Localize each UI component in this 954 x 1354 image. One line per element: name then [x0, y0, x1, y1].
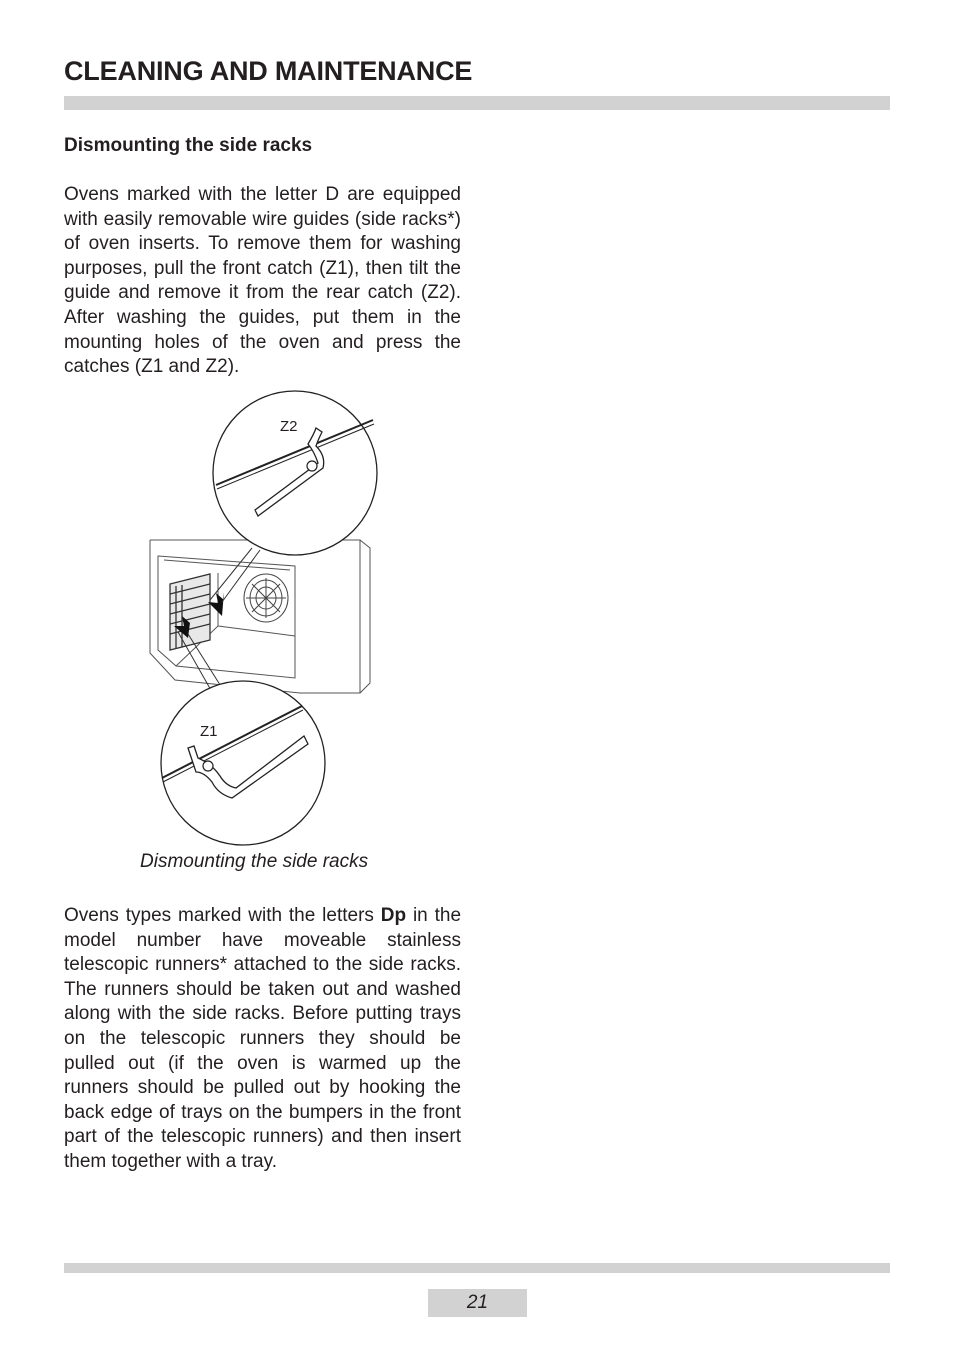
paragraph-text-after: in the model number have moveable stainless telescopic runners* attached to the side racks. The runners should be taken out and washed along with the side racks. Before putting trays on the telescopic runners they should be pulled out (if the oven is warmed up the runners should be pulled out by hooking the back edge of trays on the bumpers in the front part of the telescopic runners) and then insert them together with a tray. [64, 905, 462, 1172]
label-z2: Z2 [280, 418, 298, 435]
fan-icon [244, 574, 288, 622]
section-heading: Dismounting the side racks [64, 135, 313, 156]
header-rule [64, 96, 890, 110]
label-z1: Z1 [200, 723, 218, 740]
page-title: CLEANING AND MAINTENANCE [64, 56, 473, 86]
paragraph-telescopic-runners [64, 904, 461, 1175]
page-number: 21 [428, 1289, 527, 1317]
magnifier-z2 [213, 391, 377, 555]
side-racks-figure [140, 388, 390, 848]
figure-caption: Dismounting the side racks [140, 851, 369, 872]
model-code-dp: Dp [380, 905, 407, 926]
paragraph-side-racks: Ovens marked with the letter D are equipped with easily removable wire guides (side racks*) of oven inserts. To remove them for washing purposes, pull the front catch (Z1), then tilt the guide and remove it from the rear catch (Z2). After washing the guides, put them in the mounting holes of the oven and press the catches (Z1 and Z2). [64, 184, 461, 378]
side-rack [170, 574, 210, 650]
paragraph-text-before: Ovens types marked with the letters [64, 905, 381, 926]
oven-illustration [140, 388, 390, 848]
magnifier-z1 [161, 681, 325, 845]
footer-rule [64, 1263, 890, 1273]
